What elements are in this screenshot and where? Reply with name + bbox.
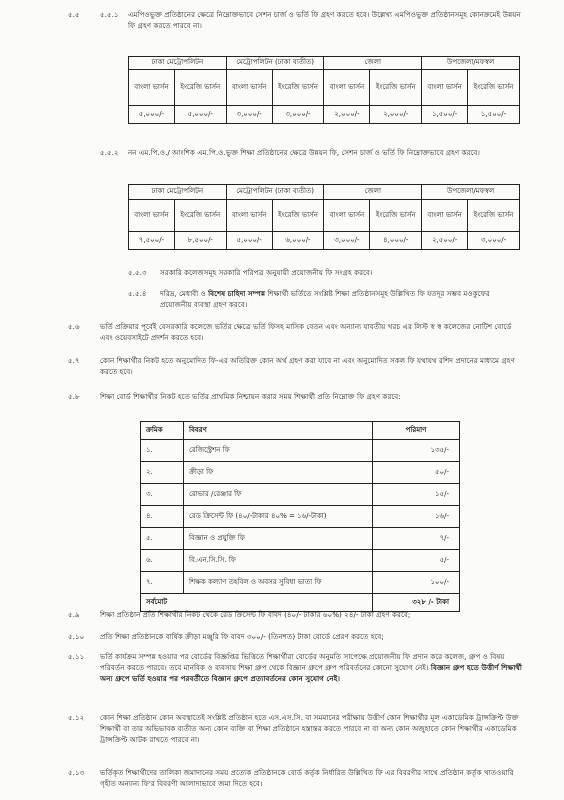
table-cell: ১. — [141, 440, 184, 462]
table-header: বিবরণ — [184, 422, 373, 440]
paragraph: নন এম.পি.ও./ আংশিক এম.পি.ও.ভুক্ত শিক্ষা প্রতিষ্ঠানের ক্ষেত্রে উন্নয়ন ফি, সেশন চার্জ ও ভর্তি ফি নিম্নোক্তভাবে গ্রহণ করবে। — [128, 148, 480, 157]
table-cell: ইংরেজি ভার্সন — [370, 200, 422, 232]
table-header: ক্রমিক — [141, 422, 184, 440]
table-cell: ইংরেজি ভার্সন — [174, 70, 226, 106]
table-cell: রোভার /রেঞ্জার ফি — [184, 484, 373, 506]
table-cell: বাংলা ভার্সন — [422, 70, 468, 106]
table-cell: বি.এন.সি.সি. ফি — [184, 550, 373, 572]
paragraph: শিক্ষা প্রতিষ্ঠান প্রতি শিক্ষার্থীর নিকট থেকে রেড ক্রিসেন্ট ফি বাবদ (৪০/- টাকার ৬০%) ২৪/- টাকা গ্রহণ করবে; — [100, 610, 411, 619]
fee-table-non-mpo — [128, 184, 520, 250]
section-number: ৫.৬ — [68, 322, 80, 331]
paragraph: ভর্তি প্রক্রিয়ার পূর্বেই বেসরকারি কলেজে ভর্তির ক্ষেত্রে ভর্তি ফিসহ মাসিক বেতন এবং অন্যান্য যাবতীয় খরচ এর লিস্ট স্ব স্ব কলেজের নোটিশ বোর্ডে এবং ওয়েবসাইটে প্রদর্শন করতে হবে। — [100, 322, 512, 342]
table-cell: ১৫/- — [373, 484, 460, 506]
table-cell: বাংলা ভার্সন — [129, 70, 175, 106]
table-cell: ২,৫০০/- — [422, 232, 468, 250]
table-cell: ১৩৫/- — [373, 440, 460, 462]
table-cell: ২. — [141, 462, 184, 484]
paragraph: এমপিওভুক্ত প্রতিষ্ঠানের ক্ষেত্রে নিম্নোক্তভাবে সেশন চার্জ ও ভর্তি ফি গ্রহণ করতে হবে। উল্লেখ্য এমপিওভুক্ত প্রতিষ্ঠানসমূহ কোনক্রমেই উন্নয়ন ফি গ্রহণ করতে পারবে না। — [128, 10, 521, 30]
subsection-number: ৫.৫.৩ — [128, 268, 147, 277]
paragraph: সরকারি কলেজসমূহ সরকারি পরিপত্র অনুযায়ী প্রয়োজনীয় ফি সংগ্রহ করবে। — [160, 268, 373, 277]
table-cell: ৫,০০০/- — [174, 106, 226, 124]
table-cell: ৭. — [141, 572, 184, 594]
table-cell: ৫,০০০/- — [226, 232, 272, 250]
table-cell: ৭,৫০০/- — [129, 232, 175, 250]
section-number: ৫.৫ — [68, 10, 80, 19]
table-cell: ইংরেজি ভার্সন — [370, 70, 422, 106]
table-header: ঢাকা মেট্রোপলিটন — [129, 57, 227, 70]
table-cell: ৮,৫০০/- — [174, 232, 226, 250]
table-cell: ইংরেজি ভার্সন — [272, 200, 324, 232]
text-run: ভর্তি কার্যক্রম সম্পন্ন হওয়ার পর বোর্ডের বিজ্ঞপ্তির ভিত্তিতে শিক্ষার্থীরা বোর্ডের অনুমতি সাপেক্ষে প্রয়োজনীয় ফি প্রদান করে কলেজ, গ্রুপ ও বিষয় পরিবর্তন করতে পারবে। তবে মানবিক ও ব্যবসায় শিক্ষা গ্রুপ থেকে বিজ্ঞান গ্রুপে গ্রুপ পরিবর্তনের কোনো সুযোগ নেই। — [100, 652, 505, 672]
table-cell: রেজিস্ট্রেশন ফি — [184, 440, 373, 462]
subsection-number: ৫.৫.৪ — [128, 289, 147, 298]
table-cell: বিজ্ঞান ও প্রযুক্তি ফি — [184, 528, 373, 550]
table-cell: ২,০০০/- — [324, 106, 370, 124]
table-cell: ১৬/- — [373, 506, 460, 528]
table-cell: ৩,০০০/- — [324, 232, 370, 250]
bold-text: বিজ্ঞান গ্রুপ হতে উত্তীর্ণ শিক্ষার্থী অন্য গ্রুপে ভর্তি হওয়ার পর পরবর্তীতে বিজ্ঞান গ্রুপে প্রত্যাবর্তনের কোন সুযোগ নেই। — [100, 662, 522, 683]
table-cell: ইংরেজি ভার্সন — [272, 70, 324, 106]
section-number: ৫.১২ — [68, 713, 85, 722]
table-cell: বাংলা ভার্সন — [226, 200, 272, 232]
table-header: জেলা — [324, 57, 422, 70]
paragraph — [100, 652, 524, 684]
table-header: পরিমাণ — [373, 422, 460, 440]
table-cell: ৬,০০০/- — [272, 232, 324, 250]
paragraph: কোন শিক্ষার্থীর নিকট হতে অনুমোদিত ফি-এর অতিরিক্ত কোন অর্থ গ্রহণ করা যাবে না এবং অনুমোদিত সকল ফি যথাযথ রশিদ প্রদানের মাধ্যমে গ্রহণ করতে হবে। — [100, 356, 515, 376]
table-cell: বাংলা ভার্সন — [129, 200, 175, 232]
table-header: মেট্রোপলিটন (ঢাকা ব্যতীত) — [226, 57, 324, 70]
table-cell: ২,০০০/- — [370, 106, 422, 124]
section-number: ৫.১০ — [68, 632, 85, 641]
table-header: মেট্রোপলিটন (ঢাকা ব্যতীত) — [226, 185, 324, 200]
table-header: উপজেলা/মফস্বল — [422, 185, 520, 200]
section-number: ৫.৭ — [68, 356, 80, 365]
text-run: দরিদ্র, মেধাবী ও — [160, 289, 209, 298]
paragraph: প্রতি শিক্ষা প্রতিষ্ঠানকে বার্ষিক ক্রীড়া মঞ্জুরি ফি বাবদ ৩০০/- (তিনশত) টাকা বোর্ডে প্রেরণ করতে হবে; — [100, 632, 384, 641]
table-cell: ৬. — [141, 550, 184, 572]
text-run: শিক্ষার্থী ভর্তিতে সংশ্লিষ্ট শিক্ষা প্রতিষ্ঠানসমূহ উল্লিখিত ফি যতদূর সম্ভব মওকুফের প্রয়োজনীয় ব্যবস্থা গ্রহণ করবে। — [160, 289, 490, 309]
table-cell: ৪. — [141, 506, 184, 528]
section-number: ৫.৮ — [68, 392, 80, 401]
table-cell: ৩,০০০/- — [468, 232, 520, 250]
table-cell: ১০০/- — [373, 572, 460, 594]
bold-text: বিশেষ চাহিদা সম্পন্ন — [208, 289, 266, 298]
table-cell: ক্রীড়া ফি — [184, 462, 373, 484]
subsection-number: ৫.৫.২ — [100, 148, 119, 157]
section-number: ৫.৯ — [68, 610, 80, 619]
paragraph: ভর্তিকৃত শিক্ষার্থীদের তালিকা জমাদানের সময় প্রত্যেক প্রতিষ্ঠানকে বোর্ড কর্তৃক নির্ধারিত উল্লিখিত ফি এর বিবরণীর সাথে প্রতিষ্ঠান কর্তৃক খাতওয়ারি গৃহীত অন্যান্য ফি'র বিবরণী আলাদাভাবে জমা দিতে হবে। — [100, 768, 514, 788]
table-cell: ৫/- — [373, 550, 460, 572]
table-cell: ৩,০০০/- — [272, 106, 324, 124]
table-cell: ইংরেজি ভার্সন — [174, 200, 226, 232]
table-cell: ১,৫০০/- — [422, 106, 468, 124]
section-number: ৫.১৩ — [68, 768, 85, 777]
table-cell: বাংলা ভার্সন — [422, 200, 468, 232]
table-cell: ৩. — [141, 484, 184, 506]
paragraph: কোন শিক্ষা প্রতিষ্ঠান কোন অবস্থাতেই সংশ্লিষ্ট প্রতিষ্ঠান হতে এস.এস.সি. বা সমমানের পরীক্ষায় উত্তীর্ণ কোন শিক্ষার্থীর মূল একাডেমিক ট্রান্সক্রিপ্ট উক্ত শিক্ষার্থী বা তার অভিভাবক ব্যতীত অন্য কোন ব্যক্তি বা শিক্ষা প্রতিষ্ঠানে হস্তান্তর করতে পারবে না বা অন্য কোন অজুহাতে কোন শিক্ষার্থীর একাডেমিক ট্রান্সক্রিপ্ট আটক রাখতে পারবে না। — [100, 713, 519, 744]
board-fee-table — [140, 421, 460, 612]
table-cell: রেড ক্রিসেন্ট ফি (৪০/-টাকার ৪০% = ১৬/-টাকা) — [184, 506, 373, 528]
paragraph: শিক্ষা বোর্ড শিক্ষার্থীর নিকট হতে ভর্তির প্রাথমিক নিশ্চায়ন করার সময় শিক্ষার্থী প্রতি নিম্নোক্ত ফি গ্রহণ করবে: — [100, 392, 401, 401]
table-cell: শিক্ষক কল্যাণ তহবিল ও অবসর সুবিধা ভাতা ফি — [184, 572, 373, 594]
table-header: জেলা — [324, 185, 422, 200]
table-cell: ৪,০০০/- — [370, 232, 422, 250]
table-header: উপজেলা/মফস্বল — [422, 57, 520, 70]
table-cell: ৭/- — [373, 528, 460, 550]
table-cell: ৫০/- — [373, 462, 460, 484]
table-cell: বাংলা ভার্সন — [324, 200, 370, 232]
table-cell: ৩,০০০/- — [226, 106, 272, 124]
total-value: ৩২৮ /- টাকা — [373, 594, 460, 612]
table-cell: ১,৫০০/- — [468, 106, 520, 124]
subsection-number: ৫.৫.১ — [100, 10, 119, 19]
fee-table-mpo — [128, 56, 520, 124]
total-label: সর্বমোট — [141, 594, 373, 612]
table-cell: বাংলা ভার্সন — [324, 70, 370, 106]
table-cell: বাংলা ভার্সন — [226, 70, 272, 106]
table-cell: ইংরেজি ভার্সন — [468, 200, 520, 232]
table-cell: ৫,০০০/- — [129, 106, 175, 124]
table-header: ঢাকা মেট্রোপলিটন — [129, 185, 227, 200]
paragraph — [160, 289, 522, 311]
table-cell: ৫. — [141, 528, 184, 550]
section-number: ৫.১১ — [68, 652, 85, 661]
table-cell: ইংরেজি ভার্সন — [468, 70, 520, 106]
